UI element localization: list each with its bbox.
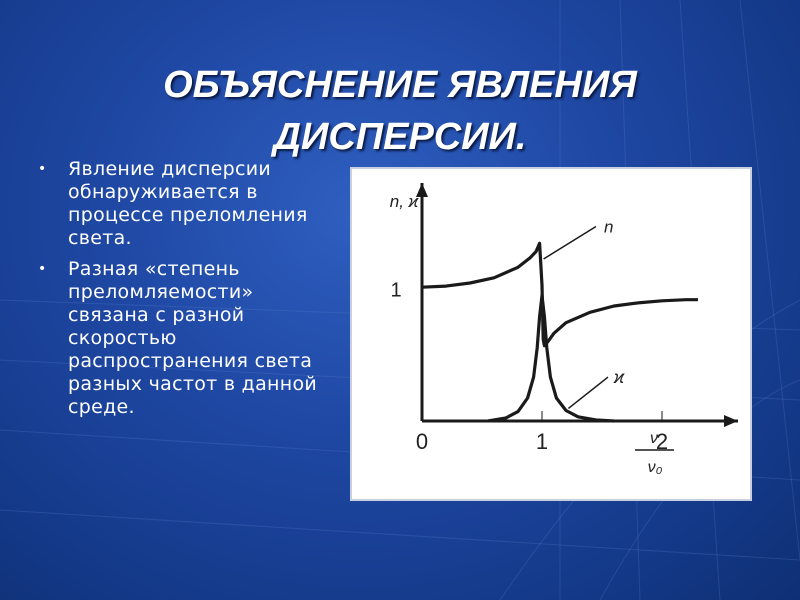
x-axis-arrow	[724, 415, 738, 427]
series-line-kappa	[488, 296, 614, 422]
y-axis-label: n, ϰ	[389, 192, 419, 211]
title-line-2: ДИСПЕРСИИ.	[273, 116, 527, 159]
dispersion-chart-panel	[350, 167, 752, 501]
bullet-marker: •	[38, 161, 47, 177]
x-tick-label: 0	[415, 429, 429, 454]
bullet-marker: •	[38, 261, 47, 277]
chart-labels	[390, 192, 674, 476]
series-kappa-label: ϰ	[614, 367, 625, 388]
x-tick-label: 1	[535, 429, 549, 454]
series-n-leader	[544, 227, 596, 259]
bullet-item	[38, 158, 338, 250]
x-tick-label: 2	[655, 429, 669, 454]
bullet-item	[38, 258, 338, 419]
dispersion-chart	[352, 169, 750, 499]
title-line-1: ОБЪЯСНЕНИЕ ЯВЛЕНИЯ	[163, 64, 637, 107]
bullet-text: Разная «степень преломляемости» связана с разной скоростью распространения света разных частот в данной среде.	[68, 258, 318, 418]
series-kappa-leader	[568, 377, 608, 408]
slide-title	[60, 59, 740, 163]
x-axis-label-numerator: ν	[650, 430, 658, 447]
bullet-text: Явление дисперсии обнаруживается в процессе преломления света.	[68, 158, 308, 249]
series-n-label: n	[604, 217, 614, 237]
x-axis-label-denominator: ν₀	[647, 459, 663, 476]
bullet-list	[38, 158, 338, 427]
chart-series	[422, 227, 698, 421]
series-line-n	[422, 243, 698, 345]
chart-axes	[416, 183, 738, 427]
y-tick-label: 1	[390, 279, 402, 302]
